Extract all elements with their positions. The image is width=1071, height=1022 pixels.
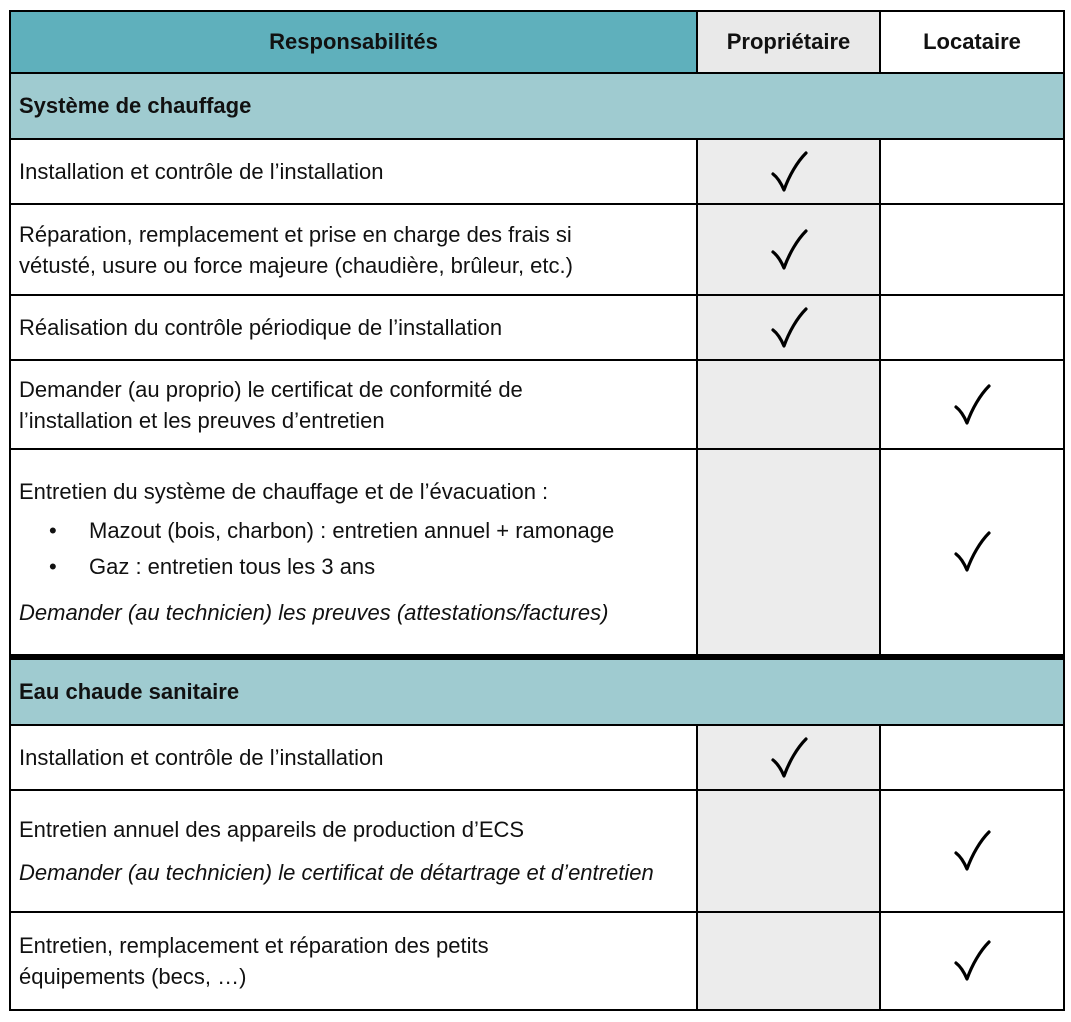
bullet-list: [19, 513, 688, 585]
checkmark-icon: [952, 829, 992, 873]
tenant-cell: [880, 295, 1064, 360]
task-note: Demander (au technicien) les preuves (attestations/factures): [19, 600, 609, 625]
task-line: Réparation, remplacement et prise en charge des frais si: [19, 221, 572, 247]
section-title: Eau chaude sanitaire: [10, 657, 1064, 725]
header-tenant: Locataire: [880, 11, 1064, 73]
table-row: [10, 295, 1064, 360]
task-cell: [10, 790, 697, 912]
task-cell: [10, 360, 697, 449]
owner-cell: [697, 295, 880, 360]
task-line: Entretien, remplacement et réparation des petits: [19, 933, 489, 958]
task-cell: [10, 912, 697, 1010]
task-line: Demander (au proprio) le certificat de conformité de: [19, 376, 523, 402]
tenant-cell: [880, 204, 1064, 295]
table-header-row: [10, 11, 1064, 73]
task-line: vétusté, usure ou force majeure (chaudière, brûleur, etc.): [19, 252, 573, 278]
task-text: Installation et contrôle de l’installation: [10, 725, 697, 790]
task-text: Installation et contrôle de l’installation: [10, 139, 697, 204]
responsibilities-table: [9, 10, 1065, 1011]
checkmark-icon: [952, 383, 992, 427]
list-item: [19, 513, 688, 549]
table-row: [10, 204, 1064, 295]
owner-cell: [697, 449, 880, 657]
bullet-text: Gaz : entretien tous les 3 ans: [89, 554, 376, 579]
table-row: [10, 912, 1064, 1010]
task-line: l’installation et les preuves d’entretien: [19, 407, 385, 433]
checkmark-icon: [952, 939, 992, 983]
checkmark-icon: [769, 306, 809, 350]
bullet-glyph: •: [49, 518, 57, 543]
checkmark-icon: [952, 530, 992, 574]
task-line: Entretien annuel des appareils de production d’ECS: [19, 817, 525, 842]
table-row: [10, 725, 1064, 790]
owner-cell: [697, 790, 880, 912]
table-row: [10, 139, 1064, 204]
checkmark-icon: [769, 736, 809, 780]
owner-cell: [697, 139, 880, 204]
checkmark-icon: [769, 150, 809, 194]
header-responsibilities: Responsabilités: [10, 11, 697, 73]
table-row: [10, 360, 1064, 449]
bullet-glyph: •: [49, 554, 57, 579]
table-row: [10, 790, 1064, 912]
section-title: Système de chauffage: [10, 73, 1064, 139]
owner-cell: [697, 204, 880, 295]
table-row: [10, 449, 1064, 657]
owner-cell: [697, 725, 880, 790]
header-owner: Propriétaire: [697, 11, 880, 73]
section-header-hot-water: [10, 657, 1064, 725]
list-item: [19, 549, 688, 585]
tenant-cell: [880, 139, 1064, 204]
tenant-cell: [880, 360, 1064, 449]
tenant-cell: [880, 449, 1064, 657]
owner-cell: [697, 360, 880, 449]
tenant-cell: [880, 790, 1064, 912]
bullet-text: Mazout (bois, charbon) : entretien annuel + ramonage: [89, 518, 615, 543]
section-header-heating: [10, 73, 1064, 139]
task-cell: [10, 204, 697, 295]
task-text: Réalisation du contrôle périodique de l’installation: [10, 295, 697, 360]
task-note: Demander (au technicien) le certificat de détartrage et d’entretien: [19, 860, 654, 885]
tenant-cell: [880, 912, 1064, 1010]
task-line: équipements (becs, …): [19, 964, 247, 989]
checkmark-icon: [769, 228, 809, 272]
owner-cell: [697, 912, 880, 1010]
task-cell: [10, 449, 697, 657]
tenant-cell: [880, 725, 1064, 790]
task-intro: Entretien du système de chauffage et de l’évacuation :: [19, 479, 549, 504]
